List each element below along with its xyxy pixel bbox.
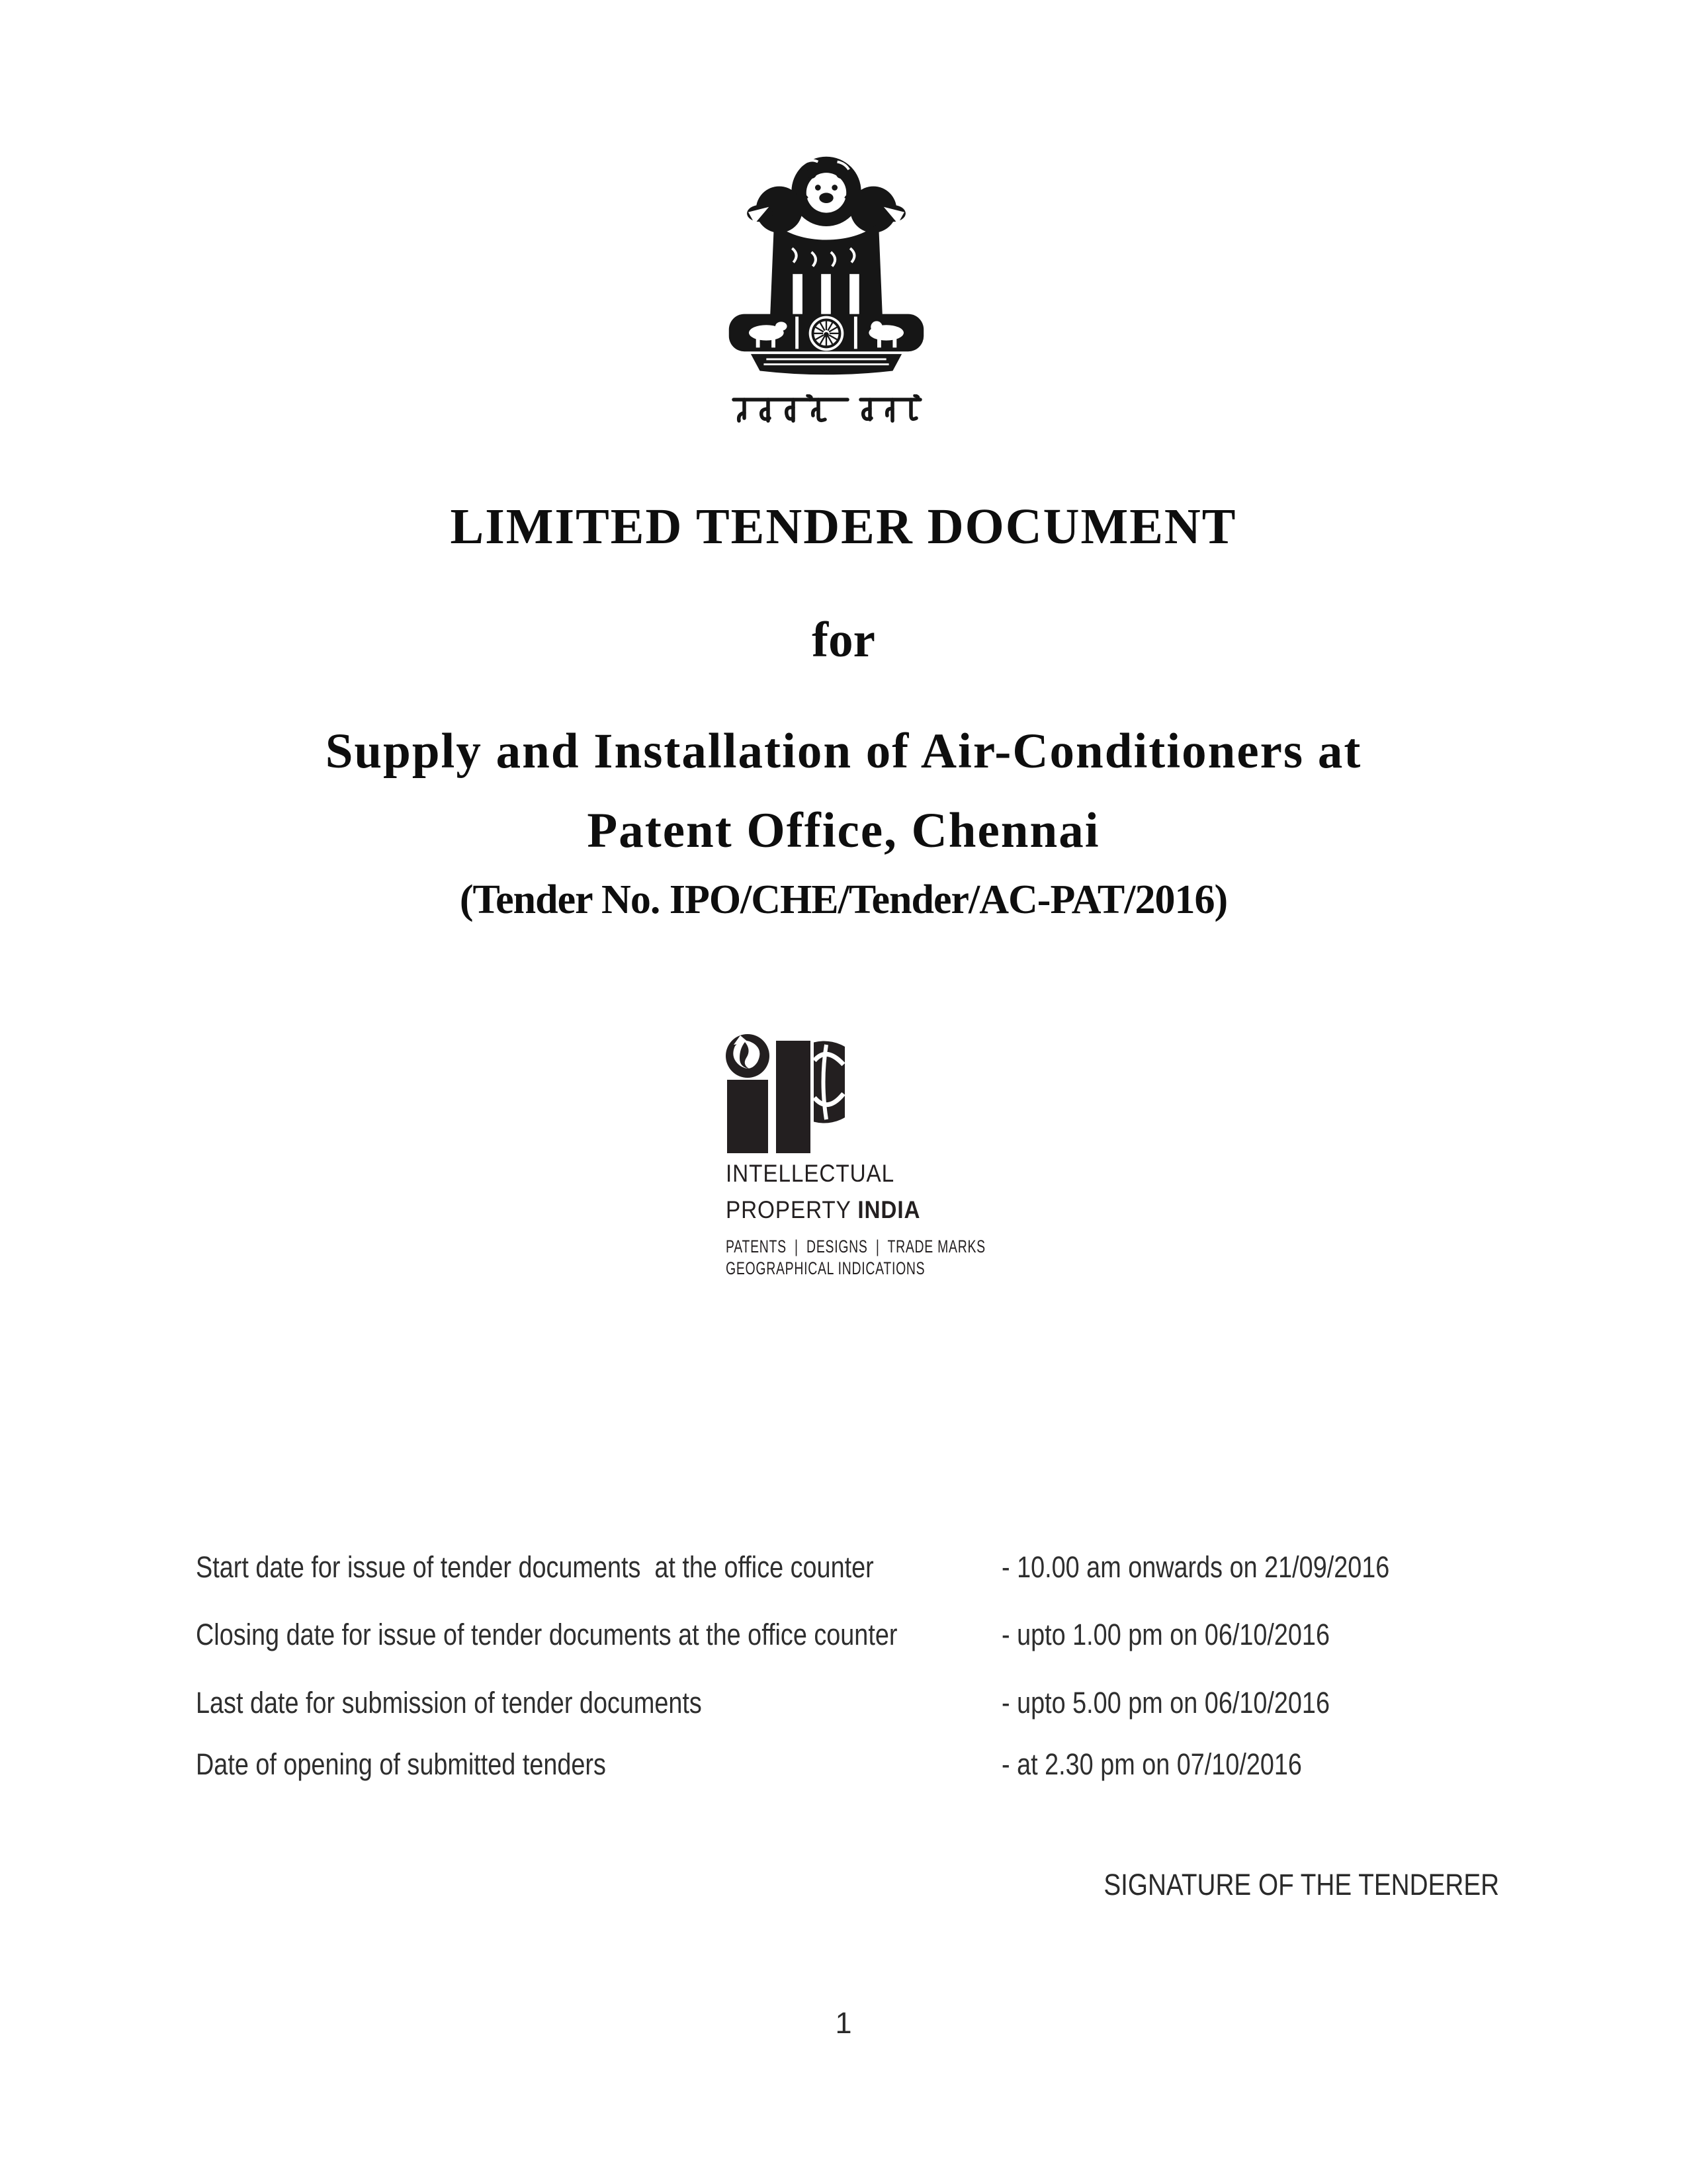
schedule-label: Closing date for issue of tender documents at the office counter	[196, 1618, 898, 1651]
satyameva-jayate-motto	[730, 394, 923, 425]
tender-number: (Tender No. IPO/CHE/Tender/AC-PAT/2016)	[459, 877, 1228, 922]
schedule-label: Last date for submission of tender documents	[196, 1686, 702, 1720]
signature-of-tenderer-label: SIGNATURE OF THE TENDERER	[1103, 1868, 1499, 1901]
logo-line-patents-designs-trademarks: PATENTS | DESIGNS | TRADE MARKS	[726, 1237, 986, 1256]
logo-line-property-india	[726, 1198, 920, 1222]
schedule-row-opening-date	[196, 1749, 1302, 1779]
logo-word-india: INDIA	[857, 1196, 921, 1223]
logo-line-intellectual: INTELLECTUAL	[726, 1160, 895, 1187]
subject-line-1: Supply and Installation of Air-Conditioners at	[325, 724, 1362, 779]
ip-monogram-icon	[726, 1034, 845, 1153]
title-connector: for	[812, 613, 875, 668]
schedule-row-last-submission-date	[196, 1688, 1330, 1718]
page-number: 1	[835, 2006, 852, 2040]
lion-capital-icon	[720, 150, 933, 382]
schedule-value: - upto 5.00 pm on 06/10/2016	[1002, 1686, 1330, 1720]
schedule-value: - 10.00 am onwards on 21/09/2016	[1002, 1550, 1390, 1584]
schedule-label: Date of opening of submitted tenders	[196, 1747, 606, 1781]
subject-line-2: Patent Office, Chennai	[587, 803, 1100, 858]
schedule-row-closing-date	[196, 1620, 1330, 1649]
ip-india-logo	[726, 1034, 1030, 1292]
schedule-row-start-date	[196, 1552, 1389, 1582]
schedule-value: - upto 1.00 pm on 06/10/2016	[1002, 1618, 1330, 1651]
schedule-label: Start date for issue of tender documents at the office counter	[196, 1550, 874, 1584]
logo-line-geographical-indications: GEOGRAPHICAL INDICATIONS	[726, 1258, 926, 1278]
main-title: LIMITED TENDER DOCUMENT	[450, 499, 1237, 554]
national-emblem	[720, 150, 933, 425]
logo-word-property: PROPERTY	[726, 1196, 858, 1223]
schedule-value: - at 2.30 pm on 07/10/2016	[1002, 1747, 1302, 1781]
